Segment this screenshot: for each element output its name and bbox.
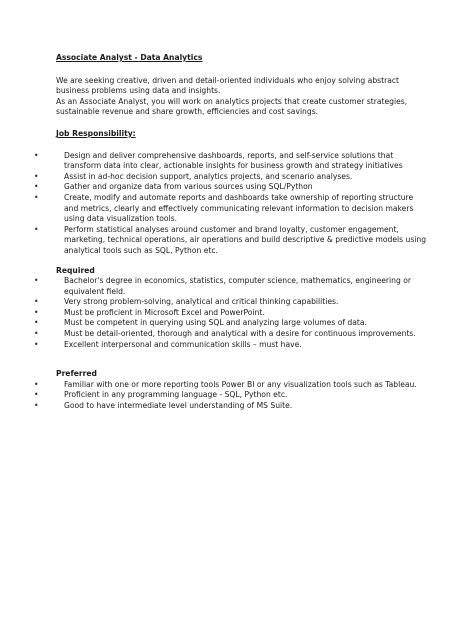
list-item: • Excellent interpersonal and communication skills – must have. xyxy=(34,339,302,349)
bullet-icon: • xyxy=(34,318,39,328)
list-item: • Design and deliver comprehensive dashboards, reports, and self-service solutions that transform data into clear, actionable insights for business growth and strategy initiatives xyxy=(34,150,403,171)
list-item: • Assist in ad-hoc decision support, analytics projects, and scenario analyses. xyxy=(34,171,353,181)
intro xyxy=(56,76,426,118)
list-item: • Bachelor's degree in economics, statistics, computer science, mathematics, engineering or equivalent field. xyxy=(34,276,411,296)
list-item: • Create, modify and automate reports and dashboards take ownership of reporting structure and metrics, clearly and effectively communicating relevant information to decision makers using data visualization tools. xyxy=(34,192,414,224)
bullet-icon: • xyxy=(34,224,39,234)
intro-paragraph: As an Associate Analyst, you will work on analytics projects that create customer strategies, sustainable revenue and share growth, efficiencies and cost savings. xyxy=(56,96,408,117)
bullet-icon: • xyxy=(34,401,39,411)
bullet-icon: • xyxy=(34,276,39,286)
job-description xyxy=(34,53,427,412)
list-item: • Familiar with one or more reporting tools Power BI or any visualization tools such as Tableau. xyxy=(34,379,417,389)
list-item: • Good to have intermediate level understanding of MS Suite. xyxy=(34,401,293,411)
list-item: • Gather and organize data from various sources using SQL/Python xyxy=(34,182,313,192)
required-list xyxy=(34,276,426,350)
job-responsibility-heading: Job Responsibility: xyxy=(56,128,136,138)
list-item: • Must be proficient in Microsoft Excel and PowerPoint. xyxy=(34,307,265,317)
bullet-icon: • xyxy=(34,329,39,339)
list-item: • Perform statistical analyses around customer and brand loyalty, customer engagement, marketing, technical operations, air operations and build descriptive & predictive models using analytical tools such as SQL, Python etc. xyxy=(34,224,427,255)
bullet-icon: • xyxy=(34,390,39,400)
job-title: Associate Analyst - Data Analytics xyxy=(56,53,203,62)
bullet-icon: • xyxy=(34,182,39,192)
required-heading: Required xyxy=(56,265,95,275)
bullet-icon: • xyxy=(34,339,39,349)
preferred-list xyxy=(34,379,426,412)
list-item: • Proficient in any programming language - SQL, Python etc. xyxy=(34,390,288,400)
preferred-heading: Preferred xyxy=(56,369,97,379)
list-item: • Must be competent in querying using SQL and analyzing large volumes of data. xyxy=(34,318,367,328)
bullet-icon: • xyxy=(34,307,39,317)
bullet-icon: • xyxy=(34,379,39,389)
list-item: • Very strong problem-solving, analytical and critical thinking capabilities. xyxy=(34,297,339,307)
bullet-icon: • xyxy=(34,297,39,307)
bullet-icon: • xyxy=(34,192,39,202)
job-responsibility-list xyxy=(34,150,427,257)
intro-paragraph: We are seeking creative, driven and detail-oriented individuals who enjoy solving abstract business problems using data and insights. xyxy=(56,75,400,96)
bullet-icon: • xyxy=(34,150,39,160)
list-item: • Must be detail-oriented, thorough and analytical with a desire for continuous improvements. xyxy=(34,329,416,339)
bullet-icon: • xyxy=(34,171,39,181)
